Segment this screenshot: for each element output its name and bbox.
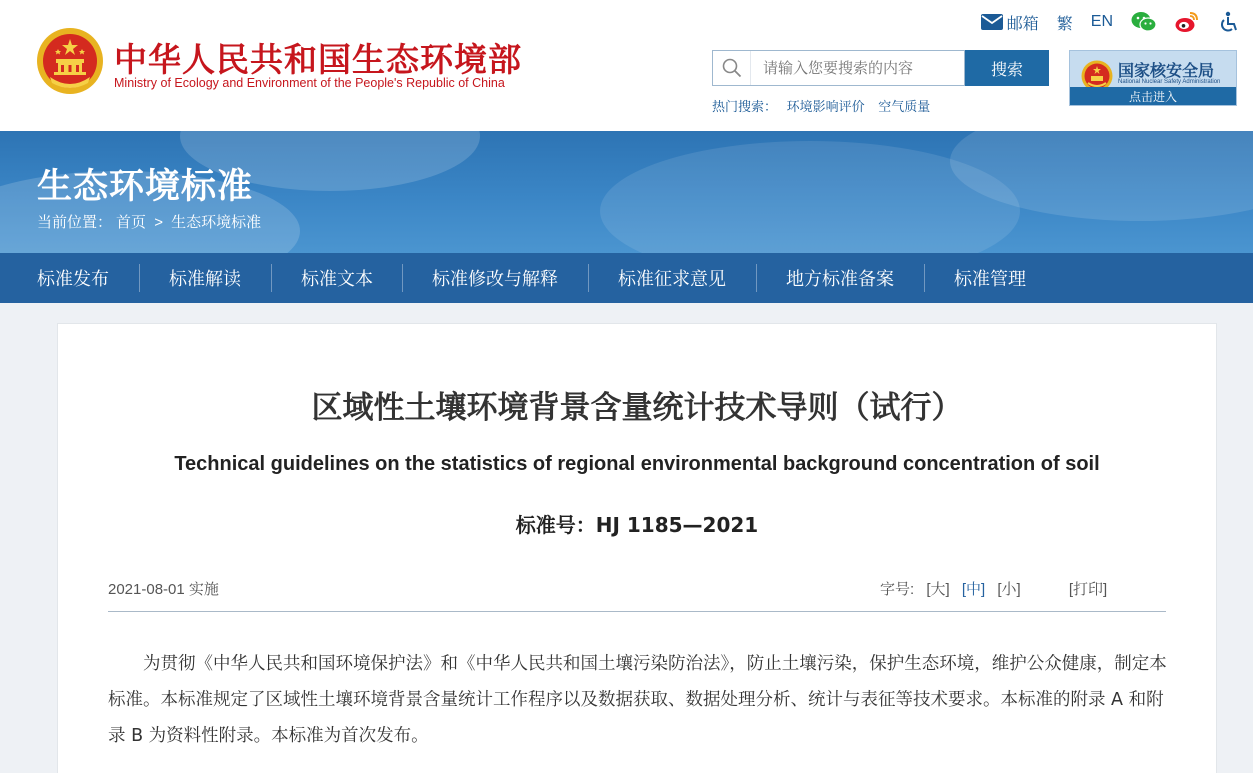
ministry-name-cn[interactable]: 中华人民共和国生态环境部 (114, 40, 522, 79)
nnsa-link[interactable] (1069, 50, 1237, 106)
weibo-icon (1175, 11, 1199, 33)
national-emblem-icon[interactable] (36, 27, 104, 95)
nav-item-consultation[interactable]: 标准征求意见 (618, 269, 726, 289)
nav-divider (139, 264, 140, 292)
search-icon (713, 51, 751, 85)
ministry-name-en[interactable]: Ministry of Ecology and Environment of the People's Republic of China (114, 76, 505, 90)
breadcrumb-current[interactable]: 生态环境标准 (171, 214, 262, 231)
hot-search-term[interactable]: 空气质量 (878, 99, 931, 114)
nav-item-local-filing[interactable]: 地方标准备案 (786, 269, 894, 289)
mail-label: 邮箱 (1006, 15, 1039, 33)
article-body: 为贯彻《中华人民共和国环境保护法》和《中华人民共和国土壤污染防治法》，防止土壤污染，保护生态环境，维护公众健康，制定本标准。本标准规定了区域性土壤环境背景含量统计工作程序以及数据获取、数据处理分析、统计与表征等技术要求。本标准的附录 A 和附录 B 为资料性附录。本标准为首次发布。 (108, 654, 1167, 746)
hot-search (712, 96, 940, 115)
traditional-chinese-link[interactable]: 繁 (1056, 15, 1073, 33)
mail-icon (981, 14, 1003, 30)
font-size-medium[interactable]: [中] (961, 581, 986, 598)
nav-item-standard-interpretation[interactable]: 标准解读 (169, 269, 241, 289)
section-title: 生态环境标准 (37, 167, 254, 207)
mail-link[interactable] (981, 11, 1039, 34)
nav-divider (588, 264, 589, 292)
main-nav (0, 253, 1253, 303)
nav-divider (271, 264, 272, 292)
nav-item-standard-release[interactable]: 标准发布 (37, 269, 109, 289)
breadcrumb-separator: > (154, 214, 163, 231)
search-button[interactable]: 搜索 (965, 50, 1049, 86)
nav-item-standard-management[interactable]: 标准管理 (954, 269, 1026, 289)
divider (108, 611, 1166, 612)
weibo-link[interactable] (1175, 11, 1199, 33)
font-size-label: 字号: (880, 581, 915, 598)
wechat-link[interactable] (1131, 11, 1157, 33)
nav-divider (756, 264, 757, 292)
nav-item-standard-text[interactable]: 标准文本 (301, 269, 373, 289)
top-links (963, 10, 1239, 34)
nnsa-title: 国家核安全局 (1118, 63, 1215, 80)
breadcrumb (37, 211, 265, 232)
font-size-controls (880, 578, 1107, 599)
standard-number: 标准号：HJ 1185—2021 (515, 513, 759, 537)
section-banner (0, 131, 1253, 253)
effective-date: 2021-08-01 实施 (108, 581, 219, 598)
hot-search-label: 热门搜索： (712, 99, 778, 114)
hot-search-term[interactable]: 环境影响评价 (786, 99, 865, 114)
font-size-large[interactable]: [大] (926, 581, 950, 598)
nav-item-standard-amendment[interactable]: 标准修改与解释 (432, 269, 558, 289)
nnsa-subtitle: National Nuclear Safety Administration (1118, 79, 1221, 85)
print-button[interactable]: [打印] (1068, 581, 1108, 598)
breadcrumb-home[interactable]: 首页 (116, 214, 147, 231)
nav-divider (924, 264, 925, 292)
breadcrumb-label: 当前位置： (37, 214, 113, 231)
english-link[interactable]: EN (1090, 13, 1113, 30)
article-title: 区域性土壤环境背景含量统计技术导则（试行） (311, 390, 963, 426)
article-card (57, 323, 1217, 773)
article-title-en: Technical guidelines on the statistics of regional environmental background concentration of soil (174, 453, 1100, 475)
accessibility-link[interactable] (1217, 11, 1239, 33)
accessibility-icon (1217, 11, 1239, 33)
nav-divider (402, 264, 403, 292)
nnsa-enter: 点击进入 (1070, 87, 1236, 105)
site-header (0, 0, 1253, 131)
font-size-small[interactable]: [小] (997, 581, 1021, 598)
search-input[interactable] (751, 53, 956, 83)
search-box (712, 50, 965, 86)
wechat-icon (1131, 11, 1157, 33)
